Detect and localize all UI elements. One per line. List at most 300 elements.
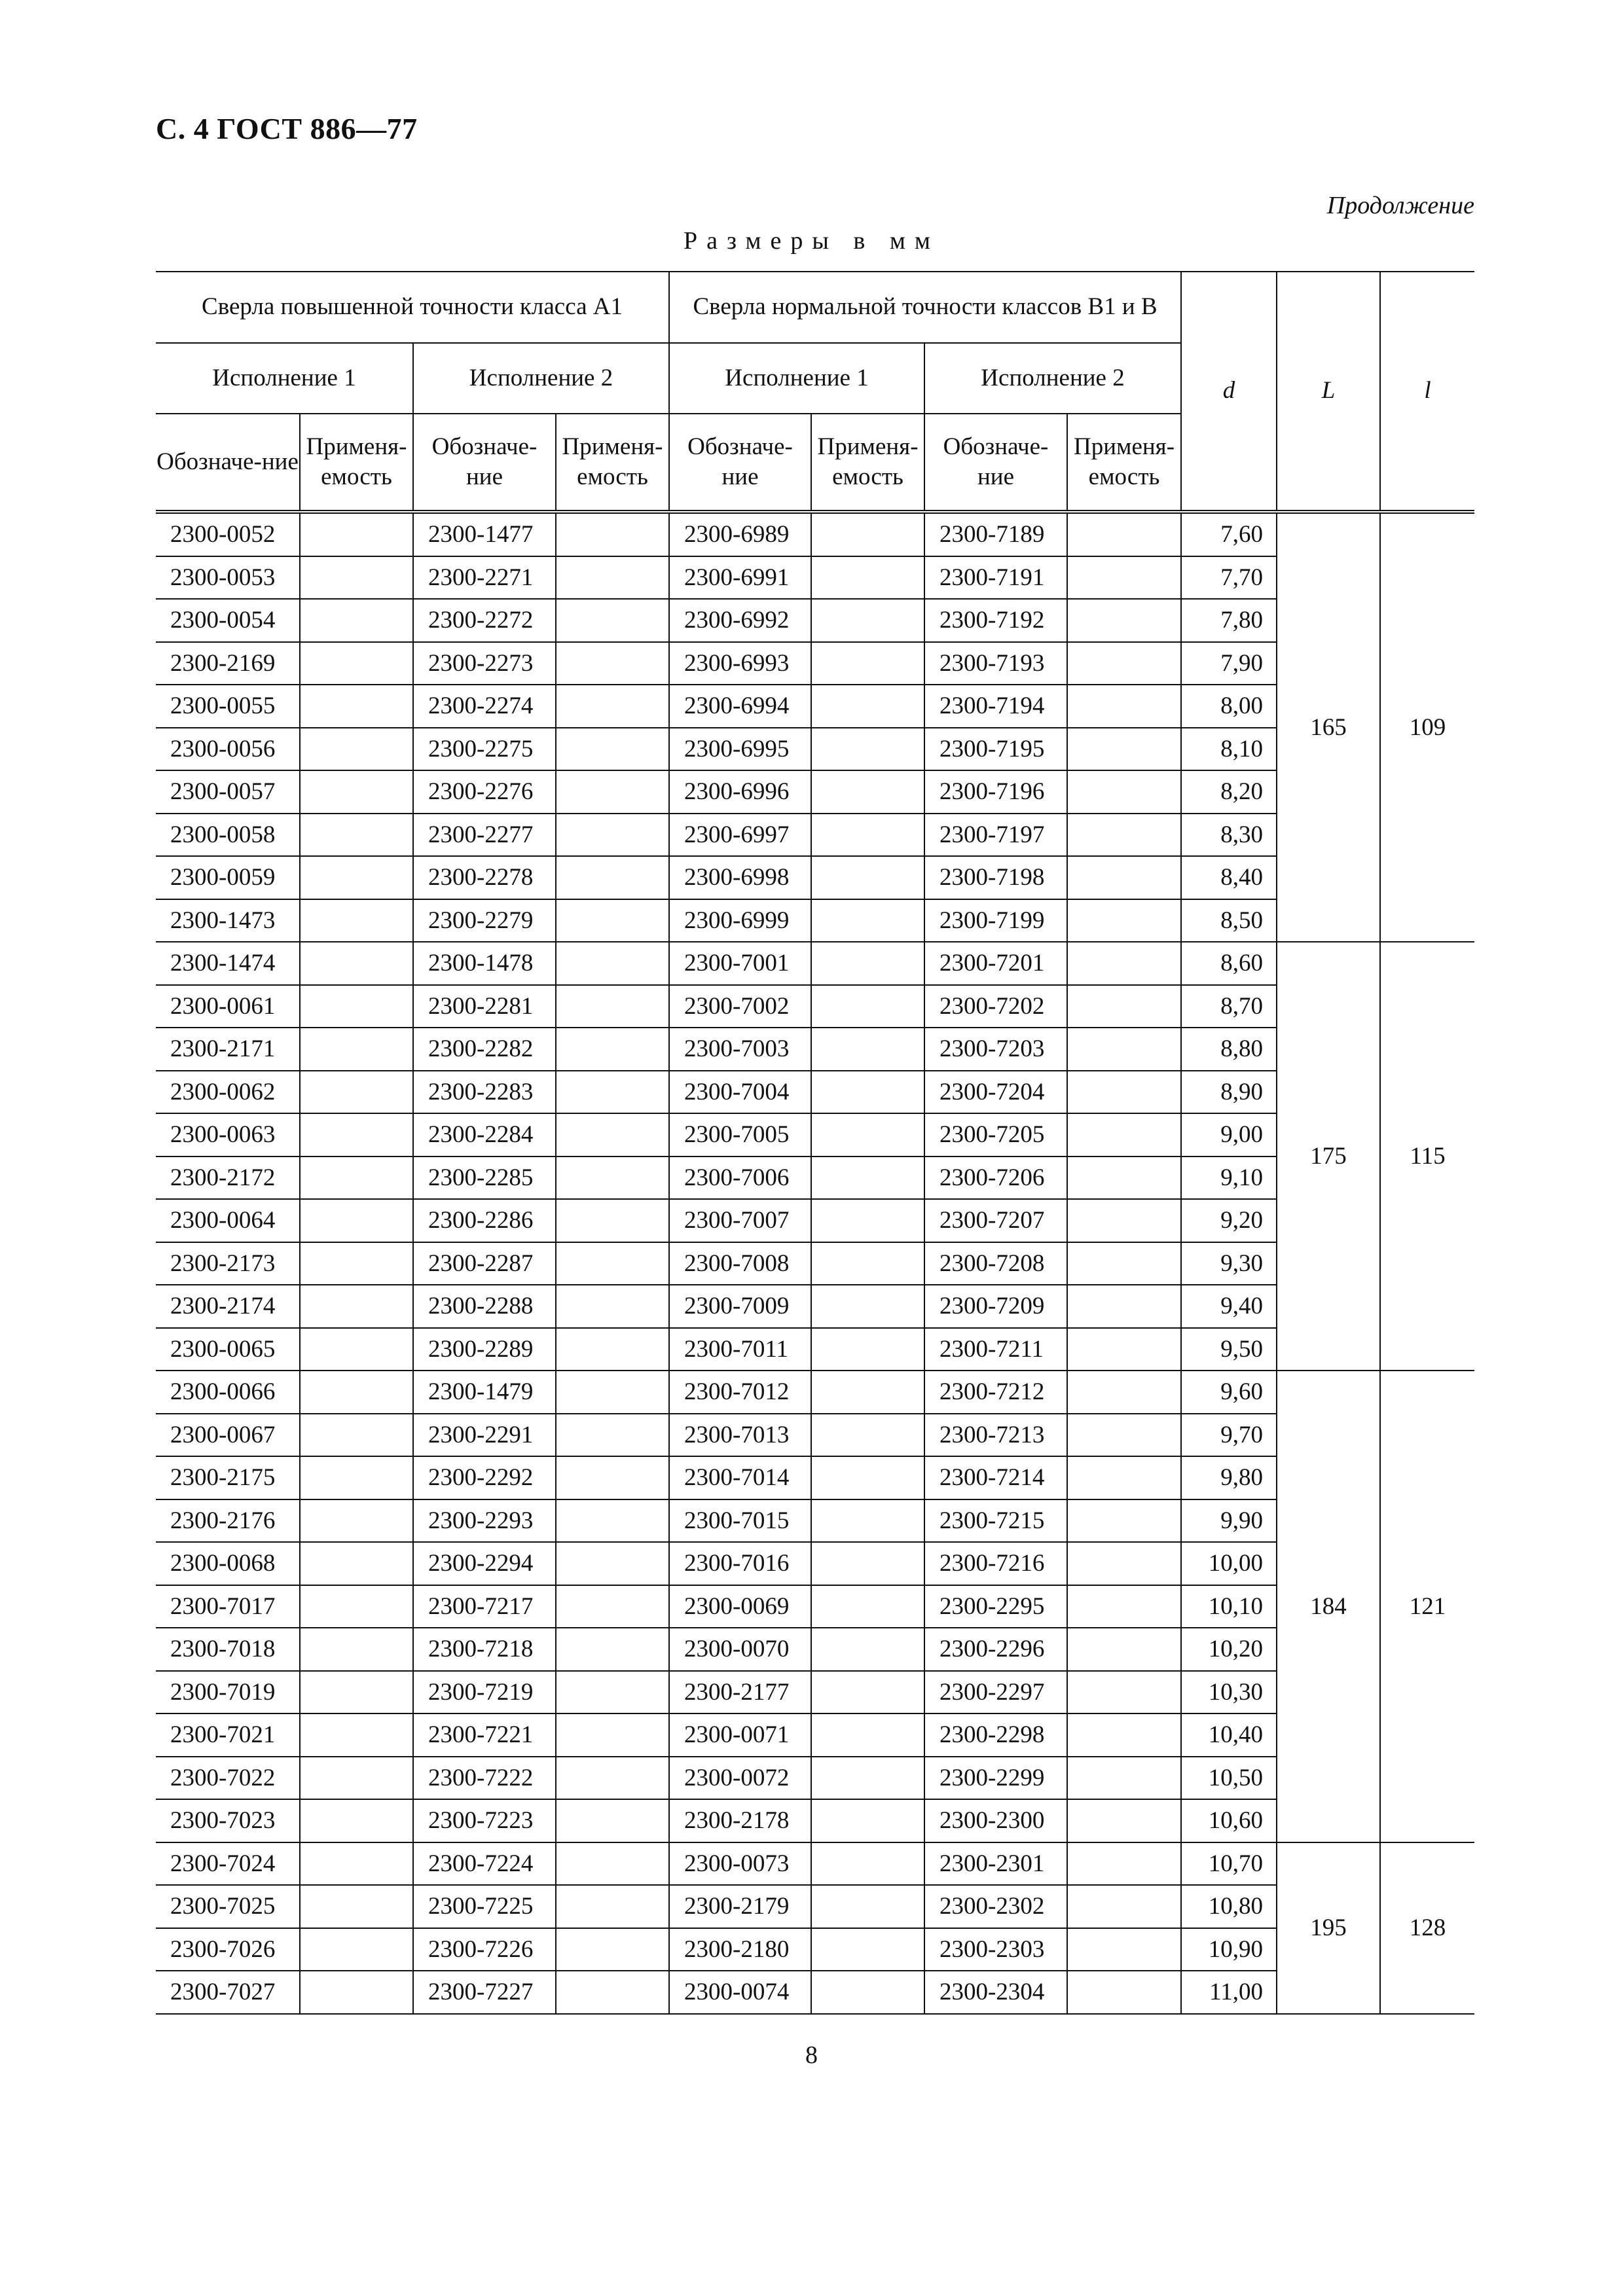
applicability-cell — [300, 1371, 413, 1414]
applicability-cell — [556, 685, 669, 728]
designation-cell: 2300-2283 — [413, 1071, 556, 1114]
designation-cell: 2300-7217 — [413, 1585, 556, 1628]
designation-cell: 2300-7007 — [669, 1199, 811, 1242]
designation-cell: 2300-7018 — [156, 1628, 300, 1671]
applicability-cell — [811, 985, 924, 1028]
table-row — [156, 942, 1474, 985]
diameter-cell: 10,00 — [1181, 1542, 1277, 1585]
diameter-cell: 9,50 — [1181, 1328, 1277, 1371]
designation-cell: 2300-7223 — [413, 1799, 556, 1842]
designation-cell: 2300-2296 — [924, 1628, 1067, 1671]
applicability-cell — [1067, 985, 1181, 1028]
designation-cell: 2300-2301 — [924, 1842, 1067, 1886]
table-row — [156, 1285, 1474, 1328]
applicability-cell — [1067, 1757, 1181, 1800]
applicability-cell — [556, 1328, 669, 1371]
designation-cell: 2300-1473 — [156, 899, 300, 942]
designation-cell: 2300-2276 — [413, 770, 556, 814]
designation-cell: 2300-7219 — [413, 1671, 556, 1714]
designation-cell: 2300-2288 — [413, 1285, 556, 1328]
length-l-cell: 121 — [1380, 1371, 1474, 1842]
applicability-cell — [556, 1585, 669, 1628]
applicability-cell — [556, 1157, 669, 1200]
applicability-cell — [300, 1499, 413, 1543]
applicability-cell — [300, 685, 413, 728]
designation-cell: 2300-2299 — [924, 1757, 1067, 1800]
diameter-cell: 8,60 — [1181, 942, 1277, 985]
table-row — [156, 556, 1474, 600]
applicability-cell — [811, 1456, 924, 1499]
applicability-cell — [811, 556, 924, 600]
diameter-cell: 10,90 — [1181, 1928, 1277, 1971]
designation-cell: 2300-2273 — [413, 642, 556, 685]
applicability-cell — [811, 1071, 924, 1114]
designation-cell: 2300-6995 — [669, 728, 811, 771]
designation-cell: 2300-7209 — [924, 1285, 1067, 1328]
designation-cell: 2300-7026 — [156, 1928, 300, 1971]
designation-cell: 2300-2279 — [413, 899, 556, 942]
applicability-cell — [556, 1757, 669, 1800]
designation-cell: 2300-7203 — [924, 1028, 1067, 1071]
diameter-cell: 9,10 — [1181, 1157, 1277, 1200]
applicability-cell — [300, 1113, 413, 1157]
applicability-header: Применя-емость — [1067, 414, 1181, 512]
designation-cell: 2300-7022 — [156, 1757, 300, 1800]
designation-cell: 2300-2274 — [413, 685, 556, 728]
designation-cell: 2300-2284 — [413, 1113, 556, 1157]
applicability-cell — [1067, 599, 1181, 642]
applicability-cell — [1067, 1199, 1181, 1242]
applicability-cell — [811, 728, 924, 771]
applicability-cell — [300, 985, 413, 1028]
applicability-cell — [300, 642, 413, 685]
designation-cell: 2300-0052 — [156, 512, 300, 556]
applicability-cell — [300, 1456, 413, 1499]
designation-cell: 2300-7215 — [924, 1499, 1067, 1543]
col-header-L: L — [1277, 272, 1380, 512]
applicability-cell — [300, 1414, 413, 1457]
drills-table — [156, 271, 1474, 2015]
applicability-cell — [556, 1928, 669, 1971]
designation-header: Обозначе-ние — [669, 414, 811, 512]
applicability-cell — [556, 556, 669, 600]
designation-cell: 2300-0064 — [156, 1199, 300, 1242]
table-row — [156, 1028, 1474, 1071]
applicability-cell — [1067, 512, 1181, 556]
designation-cell: 2300-2176 — [156, 1499, 300, 1543]
applicability-cell — [811, 856, 924, 899]
applicability-cell — [300, 1757, 413, 1800]
designation-cell: 2300-0070 — [669, 1628, 811, 1671]
designation-cell: 2300-6998 — [669, 856, 811, 899]
applicability-cell — [1067, 1628, 1181, 1671]
designation-header: Обозначе-ние — [156, 414, 300, 512]
designation-cell: 2300-7207 — [924, 1199, 1067, 1242]
designation-cell: 2300-7189 — [924, 512, 1067, 556]
designation-cell: 2300-2175 — [156, 1456, 300, 1499]
applicability-cell — [811, 1542, 924, 1585]
applicability-cell — [1067, 899, 1181, 942]
applicability-cell — [811, 1971, 924, 2014]
applicability-cell — [300, 1285, 413, 1328]
diameter-cell: 9,80 — [1181, 1456, 1277, 1499]
designation-cell: 2300-2272 — [413, 599, 556, 642]
table-row — [156, 512, 1474, 556]
applicability-cell — [811, 1371, 924, 1414]
applicability-cell — [556, 1885, 669, 1928]
designation-cell: 2300-0067 — [156, 1414, 300, 1457]
applicability-cell — [556, 1071, 669, 1114]
designation-cell: 2300-6989 — [669, 512, 811, 556]
applicability-cell — [811, 1928, 924, 1971]
applicability-cell — [556, 1842, 669, 1886]
table-row — [156, 1885, 1474, 1928]
applicability-cell — [1067, 770, 1181, 814]
table-row — [156, 1799, 1474, 1842]
applicability-cell — [300, 1842, 413, 1886]
designation-cell: 2300-7208 — [924, 1242, 1067, 1285]
applicability-cell — [1067, 1328, 1181, 1371]
exec-header-b-2: Исполнение 2 — [924, 343, 1181, 414]
designation-cell: 2300-7023 — [156, 1799, 300, 1842]
designation-cell: 2300-6997 — [669, 814, 811, 857]
applicability-cell — [300, 728, 413, 771]
designation-cell: 2300-1474 — [156, 942, 300, 985]
designation-cell: 2300-0073 — [669, 1842, 811, 1886]
table-row — [156, 642, 1474, 685]
table-row — [156, 1499, 1474, 1543]
applicability-header: Применя-емость — [556, 414, 669, 512]
applicability-cell — [300, 1585, 413, 1628]
diameter-cell: 7,80 — [1181, 599, 1277, 642]
applicability-cell — [811, 770, 924, 814]
applicability-cell — [556, 942, 669, 985]
applicability-cell — [811, 1157, 924, 1200]
table-row — [156, 1328, 1474, 1371]
diameter-cell: 10,20 — [1181, 1628, 1277, 1671]
applicability-cell — [811, 512, 924, 556]
diameter-cell: 10,30 — [1181, 1671, 1277, 1714]
designation-cell: 2300-1479 — [413, 1371, 556, 1414]
applicability-cell — [556, 1113, 669, 1157]
designation-cell: 2300-0068 — [156, 1542, 300, 1585]
applicability-cell — [811, 642, 924, 685]
designation-cell: 2300-6994 — [669, 685, 811, 728]
designation-cell: 2300-7003 — [669, 1028, 811, 1071]
page-number: 8 — [805, 2041, 818, 2069]
designation-cell: 2300-0055 — [156, 685, 300, 728]
applicability-cell — [300, 1199, 413, 1242]
applicability-cell — [811, 1113, 924, 1157]
applicability-cell — [556, 1713, 669, 1757]
applicability-cell — [811, 1414, 924, 1457]
designation-cell: 2300-0065 — [156, 1328, 300, 1371]
designation-cell: 2300-7012 — [669, 1371, 811, 1414]
applicability-cell — [556, 985, 669, 1028]
designation-cell: 2300-2297 — [924, 1671, 1067, 1714]
designation-cell: 2300-7027 — [156, 1971, 300, 2014]
designation-cell: 2300-7214 — [924, 1456, 1067, 1499]
length-L-cell: 184 — [1277, 1371, 1380, 1842]
table-row — [156, 685, 1474, 728]
designation-cell: 2300-2178 — [669, 1799, 811, 1842]
designation-cell: 2300-7005 — [669, 1113, 811, 1157]
applicability-cell — [1067, 1799, 1181, 1842]
designation-cell: 2300-2303 — [924, 1928, 1067, 1971]
applicability-cell — [300, 770, 413, 814]
applicability-cell — [300, 1628, 413, 1671]
applicability-cell — [1067, 856, 1181, 899]
applicability-cell — [811, 1242, 924, 1285]
applicability-header: Применя-емость — [300, 414, 413, 512]
diameter-cell: 7,60 — [1181, 512, 1277, 556]
applicability-cell — [300, 1928, 413, 1971]
applicability-cell — [1067, 1414, 1181, 1457]
table-row — [156, 1628, 1474, 1671]
applicability-cell — [1067, 1928, 1181, 1971]
table-body — [156, 512, 1474, 2014]
diameter-cell: 9,00 — [1181, 1113, 1277, 1157]
table-row — [156, 1113, 1474, 1157]
designation-cell: 2300-2172 — [156, 1157, 300, 1200]
designation-cell: 2300-7211 — [924, 1328, 1067, 1371]
diameter-cell: 8,80 — [1181, 1028, 1277, 1071]
col-header-d: d — [1181, 272, 1277, 512]
applicability-cell — [1067, 942, 1181, 985]
designation-cell: 2300-7004 — [669, 1071, 811, 1114]
applicability-cell — [556, 770, 669, 814]
applicability-cell — [300, 942, 413, 985]
applicability-cell — [556, 1456, 669, 1499]
designation-cell: 2300-2275 — [413, 728, 556, 771]
designation-cell: 2300-2289 — [413, 1328, 556, 1371]
table-row — [156, 1371, 1474, 1414]
diameter-cell: 8,20 — [1181, 770, 1277, 814]
designation-header: Обозначе-ние — [413, 414, 556, 512]
designation-cell: 2300-7025 — [156, 1885, 300, 1928]
applicability-cell — [811, 1585, 924, 1628]
applicability-cell — [556, 1199, 669, 1242]
designation-cell: 2300-7202 — [924, 985, 1067, 1028]
applicability-cell — [811, 1328, 924, 1371]
diameter-cell: 10,40 — [1181, 1713, 1277, 1757]
table-row — [156, 985, 1474, 1028]
designation-cell: 2300-6992 — [669, 599, 811, 642]
applicability-cell — [556, 899, 669, 942]
applicability-cell — [1067, 1842, 1181, 1886]
diameter-cell: 7,70 — [1181, 556, 1277, 600]
designation-cell: 2300-7199 — [924, 899, 1067, 942]
units-caption: Размеры в мм — [684, 227, 939, 255]
applicability-cell — [1067, 1885, 1181, 1928]
designation-cell: 2300-7225 — [413, 1885, 556, 1928]
applicability-cell — [811, 1671, 924, 1714]
diameter-cell: 9,90 — [1181, 1499, 1277, 1543]
applicability-cell — [556, 512, 669, 556]
applicability-cell — [300, 556, 413, 600]
applicability-cell — [300, 814, 413, 857]
designation-cell: 2300-7011 — [669, 1328, 811, 1371]
designation-cell: 2300-7016 — [669, 1542, 811, 1585]
designation-cell: 2300-2169 — [156, 642, 300, 685]
designation-cell: 2300-2179 — [669, 1885, 811, 1928]
designation-cell: 2300-7008 — [669, 1242, 811, 1285]
designation-cell: 2300-2278 — [413, 856, 556, 899]
applicability-cell — [300, 1542, 413, 1585]
length-l-cell: 109 — [1380, 512, 1474, 942]
designation-cell: 2300-1477 — [413, 512, 556, 556]
applicability-cell — [811, 1757, 924, 1800]
applicability-cell — [1067, 1499, 1181, 1543]
table-row — [156, 1414, 1474, 1457]
designation-cell: 2300-7213 — [924, 1414, 1067, 1457]
group-header-class-a1: Сверла повышенной точности класса А1 — [156, 272, 669, 343]
diameter-cell: 10,50 — [1181, 1757, 1277, 1800]
table-row — [156, 599, 1474, 642]
applicability-cell — [1067, 1028, 1181, 1071]
applicability-cell — [556, 1671, 669, 1714]
length-l-cell: 115 — [1380, 942, 1474, 1371]
diameter-cell: 9,70 — [1181, 1414, 1277, 1457]
applicability-cell — [556, 856, 669, 899]
applicability-cell — [300, 1713, 413, 1757]
applicability-cell — [1067, 1585, 1181, 1628]
table-row — [156, 1842, 1474, 1886]
designation-cell: 2300-2277 — [413, 814, 556, 857]
applicability-cell — [300, 1971, 413, 2014]
table-row — [156, 1713, 1474, 1757]
table-row — [156, 1585, 1474, 1628]
applicability-cell — [300, 1242, 413, 1285]
designation-cell: 2300-7194 — [924, 685, 1067, 728]
designation-cell: 2300-7226 — [413, 1928, 556, 1971]
designation-cell: 2300-7198 — [924, 856, 1067, 899]
designation-cell: 2300-7221 — [413, 1713, 556, 1757]
applicability-cell — [300, 1671, 413, 1714]
diameter-cell: 10,70 — [1181, 1842, 1277, 1886]
designation-cell: 2300-7205 — [924, 1113, 1067, 1157]
designation-cell: 2300-0072 — [669, 1757, 811, 1800]
diameter-cell: 10,10 — [1181, 1585, 1277, 1628]
designation-cell: 2300-7192 — [924, 599, 1067, 642]
table-row — [156, 1242, 1474, 1285]
designation-cell: 2300-7015 — [669, 1499, 811, 1543]
designation-cell: 2300-7002 — [669, 985, 811, 1028]
designation-cell: 2300-0059 — [156, 856, 300, 899]
applicability-cell — [556, 1285, 669, 1328]
designation-cell: 2300-0061 — [156, 985, 300, 1028]
designation-cell: 2300-0069 — [669, 1585, 811, 1628]
designation-cell: 2300-7017 — [156, 1585, 300, 1628]
applicability-cell — [556, 1628, 669, 1671]
applicability-cell — [300, 899, 413, 942]
exec-header-a1-2: Исполнение 2 — [413, 343, 669, 414]
designation-cell: 2300-2171 — [156, 1028, 300, 1071]
document-header: С. 4 ГОСТ 886—77 — [156, 112, 418, 145]
designation-cell: 2300-7216 — [924, 1542, 1067, 1585]
designation-cell: 2300-7224 — [413, 1842, 556, 1886]
col-header-l: l — [1380, 272, 1474, 512]
diameter-cell: 9,20 — [1181, 1199, 1277, 1242]
designation-cell: 2300-0056 — [156, 728, 300, 771]
designation-cell: 2300-7218 — [413, 1628, 556, 1671]
applicability-cell — [300, 1328, 413, 1371]
diameter-cell: 8,40 — [1181, 856, 1277, 899]
table-row — [156, 899, 1474, 942]
designation-cell: 2300-6993 — [669, 642, 811, 685]
applicability-cell — [811, 599, 924, 642]
diameter-cell: 8,10 — [1181, 728, 1277, 771]
applicability-cell — [300, 1799, 413, 1842]
designation-cell: 2300-2295 — [924, 1585, 1067, 1628]
designation-cell: 2300-2180 — [669, 1928, 811, 1971]
applicability-cell — [811, 1285, 924, 1328]
exec-header-a1-1: Исполнение 1 — [156, 343, 413, 414]
designation-cell: 2300-2294 — [413, 1542, 556, 1585]
length-l-cell: 128 — [1380, 1842, 1474, 2014]
table-row — [156, 1199, 1474, 1242]
designation-cell: 2300-2286 — [413, 1199, 556, 1242]
applicability-cell — [811, 1199, 924, 1242]
applicability-cell — [1067, 814, 1181, 857]
applicability-cell — [556, 642, 669, 685]
applicability-cell — [1067, 1671, 1181, 1714]
table-row — [156, 1071, 1474, 1114]
applicability-cell — [1067, 556, 1181, 600]
applicability-cell — [811, 1028, 924, 1071]
designation-cell: 2300-7019 — [156, 1671, 300, 1714]
exec-header-b-1: Исполнение 1 — [669, 343, 924, 414]
designation-cell: 2300-2271 — [413, 556, 556, 600]
diameter-cell: 7,90 — [1181, 642, 1277, 685]
designation-cell: 2300-2174 — [156, 1285, 300, 1328]
applicability-cell — [1067, 1371, 1181, 1414]
designation-cell: 2300-7006 — [669, 1157, 811, 1200]
designation-cell: 2300-1478 — [413, 942, 556, 985]
group-header-class-b1-b: Сверла нормальной точности классов В1 и В — [669, 272, 1181, 343]
diameter-cell: 8,30 — [1181, 814, 1277, 857]
length-L-cell: 195 — [1277, 1842, 1380, 2014]
applicability-cell — [1067, 1456, 1181, 1499]
applicability-cell — [556, 1499, 669, 1543]
applicability-cell — [556, 599, 669, 642]
designation-cell: 2300-0053 — [156, 556, 300, 600]
applicability-cell — [811, 1628, 924, 1671]
applicability-cell — [811, 1713, 924, 1757]
designation-cell: 2300-0057 — [156, 770, 300, 814]
diameter-cell: 8,50 — [1181, 899, 1277, 942]
table-row — [156, 1671, 1474, 1714]
table-row — [156, 1928, 1474, 1971]
designation-cell: 2300-2300 — [924, 1799, 1067, 1842]
designation-cell: 2300-6991 — [669, 556, 811, 600]
applicability-cell — [811, 685, 924, 728]
designation-cell: 2300-2292 — [413, 1456, 556, 1499]
applicability-header: Применя-емость — [811, 414, 924, 512]
diameter-cell: 8,00 — [1181, 685, 1277, 728]
designation-cell: 2300-7204 — [924, 1071, 1067, 1114]
designation-cell: 2300-7196 — [924, 770, 1067, 814]
table-row — [156, 856, 1474, 899]
designation-cell: 2300-6996 — [669, 770, 811, 814]
applicability-cell — [556, 814, 669, 857]
designation-cell: 2300-2302 — [924, 1885, 1067, 1928]
designation-cell: 2300-0074 — [669, 1971, 811, 2014]
designation-cell: 2300-2173 — [156, 1242, 300, 1285]
diameter-cell: 8,90 — [1181, 1071, 1277, 1114]
designation-cell: 2300-7013 — [669, 1414, 811, 1457]
table-row — [156, 814, 1474, 857]
